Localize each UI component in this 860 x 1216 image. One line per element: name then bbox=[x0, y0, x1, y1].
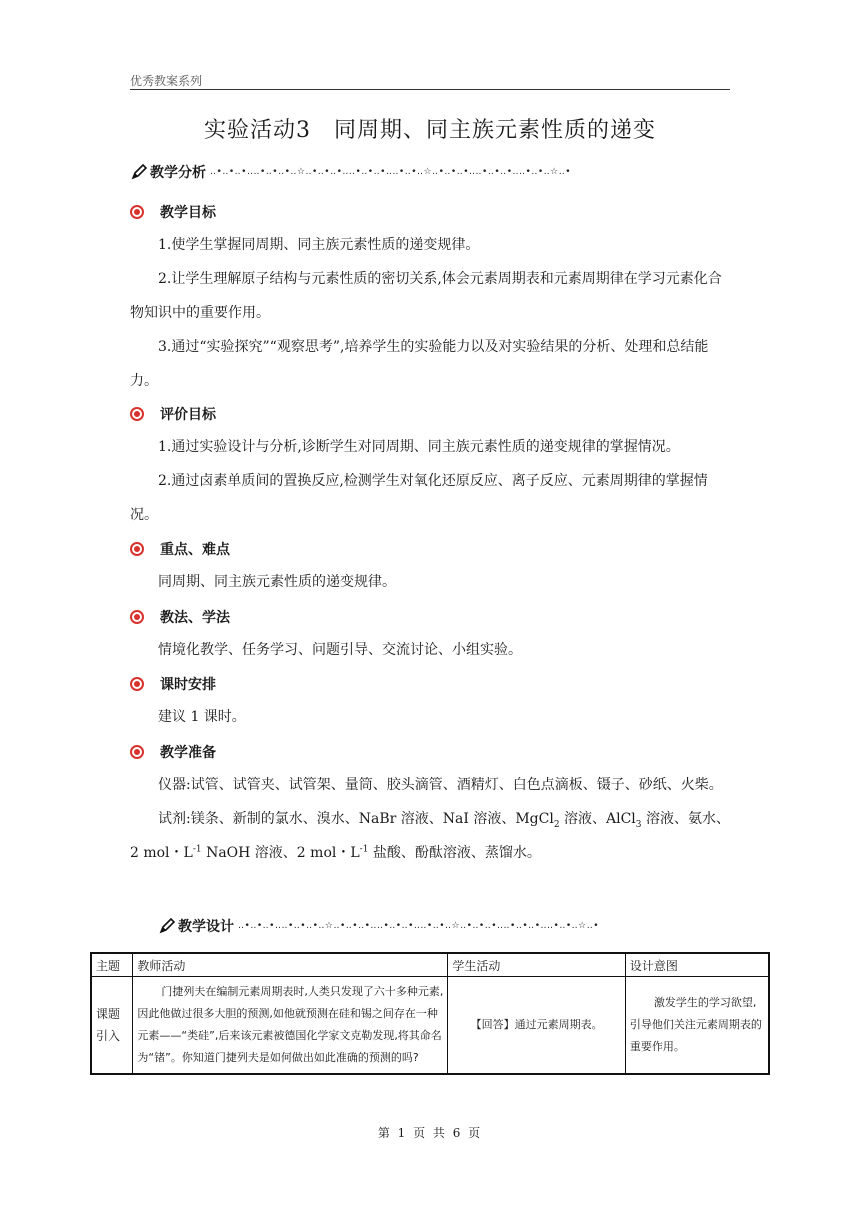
key-points-text bbox=[130, 565, 730, 599]
methods-text bbox=[130, 633, 730, 667]
goal-item: 3.通过“实验探究”“观察思考”,培养学生的实验能力以及对实验结果的分析、处理和总结能力。 bbox=[130, 339, 709, 389]
subheading-label: 课时安排 bbox=[160, 677, 216, 693]
intent-cell: 激发学生的学习欲望,引导他们关注元素周期表的重要作用。 bbox=[625, 977, 769, 1075]
column-header: 设计意图 bbox=[625, 953, 769, 977]
evaluation-item: 1.通过实验设计与分析,诊断学生对同周期、同主族元素性质的递变规律的掌握情况。 bbox=[158, 439, 680, 455]
target-bullet-icon bbox=[130, 745, 144, 759]
reagents-item: 试剂:镁条、新制的氯水、溴水、NaBr 溶液、NaI 溶液、MgCl$_2$ 溶液、AlCl$_3$ 溶液、氨水、2 mol・$L^{-1}$ NaOH 溶液、2 mol・$L^{-1}$ 盐酸、酚酞溶液、蒸馏水。 bbox=[130, 811, 730, 861]
subheading-evaluation bbox=[130, 404, 216, 424]
decorative-dots: ‥•‥•‥•‥‥•‥•‥•‥☆‥•‥•‥•‥‥•‥•‥•‥‥•‥•‥☆‥•‥•‥•‥‥•‥•‥•‥‥•‥•‥☆‥• bbox=[210, 167, 572, 177]
target-bullet-icon bbox=[130, 407, 144, 421]
table-header-row bbox=[91, 953, 769, 977]
decorative-dots: ‥•‥•‥•‥‥•‥•‥•‥☆‥•‥•‥•‥‥•‥•‥•‥‥•‥•‥☆‥•‥•‥•‥‥•‥•‥•‥‥•‥•‥☆‥• bbox=[238, 921, 600, 931]
section-heading-analysis bbox=[130, 162, 571, 182]
section-heading-label: 教学分析 bbox=[150, 165, 206, 181]
subheading-methods bbox=[130, 607, 230, 627]
section-heading-label: 教学设计 bbox=[178, 919, 234, 935]
subheading-label: 评价目标 bbox=[160, 407, 216, 423]
column-header: 学生活动 bbox=[448, 953, 625, 977]
evaluation-text bbox=[130, 430, 730, 532]
schedule-item: 建议 1 课时。 bbox=[158, 709, 246, 725]
target-bullet-icon bbox=[130, 677, 144, 691]
topic-cell: 课题引入 bbox=[91, 977, 133, 1075]
subheading-label: 重点、难点 bbox=[160, 542, 230, 558]
student-cell: 【回答】通过元素周期表。 bbox=[448, 977, 625, 1075]
teacher-cell: 门捷列夫在编制元素周期表时,人类只发现了六十多种元素,因此他做过很多大胆的预测,如他就预测在硅和锡之间存在一种元素——“类硅”,后来该元素被德国化学家文克勒发现,将其命名为“锗”。你知道门捷列夫是如何做出如此准确的预测的吗? bbox=[133, 977, 448, 1075]
column-header: 教师活动 bbox=[133, 953, 448, 977]
subheading-label: 教学目标 bbox=[160, 205, 216, 221]
pen-icon bbox=[158, 917, 176, 935]
methods-item: 情境化教学、任务学习、问题引导、交流讨论、小组实验。 bbox=[158, 642, 522, 658]
instruments-item: 仪器:试管、试管夹、试管架、量筒、胶头滴管、酒精灯、白色点滴板、镊子、砂纸、火柴。 bbox=[158, 777, 723, 793]
pen-icon bbox=[130, 163, 148, 181]
section-heading-design bbox=[158, 916, 599, 936]
preparation-text bbox=[130, 768, 730, 870]
target-bullet-icon bbox=[130, 205, 144, 219]
header-series: 优秀教案系列 bbox=[130, 74, 203, 88]
design-table bbox=[90, 952, 770, 1075]
subheading-preparation bbox=[130, 742, 216, 762]
subheading-label: 教学准备 bbox=[160, 745, 216, 761]
page-title: 实验活动3 同周期、同主族元素性质的递变 bbox=[204, 118, 656, 143]
schedule-text bbox=[130, 700, 730, 734]
subheading-schedule bbox=[130, 674, 216, 694]
subheading-goals bbox=[130, 202, 216, 222]
column-header: 主题 bbox=[91, 953, 133, 977]
target-bullet-icon bbox=[130, 542, 144, 556]
subheading-key-points bbox=[130, 539, 230, 559]
target-bullet-icon bbox=[130, 610, 144, 624]
goal-item: 1.使学生掌握同周期、同主族元素性质的递变规律。 bbox=[158, 237, 480, 253]
subheading-label: 教法、学法 bbox=[160, 610, 230, 626]
key-points-item: 同周期、同主族元素性质的递变规律。 bbox=[158, 574, 396, 590]
goal-item: 2.让学生理解原子结构与元素性质的密切关系,体会元素周期表和元素周期律在学习元素化合物知识中的重要作用。 bbox=[130, 271, 722, 321]
table-row bbox=[91, 977, 769, 1075]
evaluation-item: 2.通过卤素单质间的置换反应,检测学生对氧化还原反应、离子反应、元素周期律的掌握情况。 bbox=[130, 473, 708, 523]
page-footer: 第 1 页 共 6 页 bbox=[377, 1126, 483, 1140]
header-rule bbox=[130, 89, 730, 90]
goals-text bbox=[130, 228, 730, 398]
